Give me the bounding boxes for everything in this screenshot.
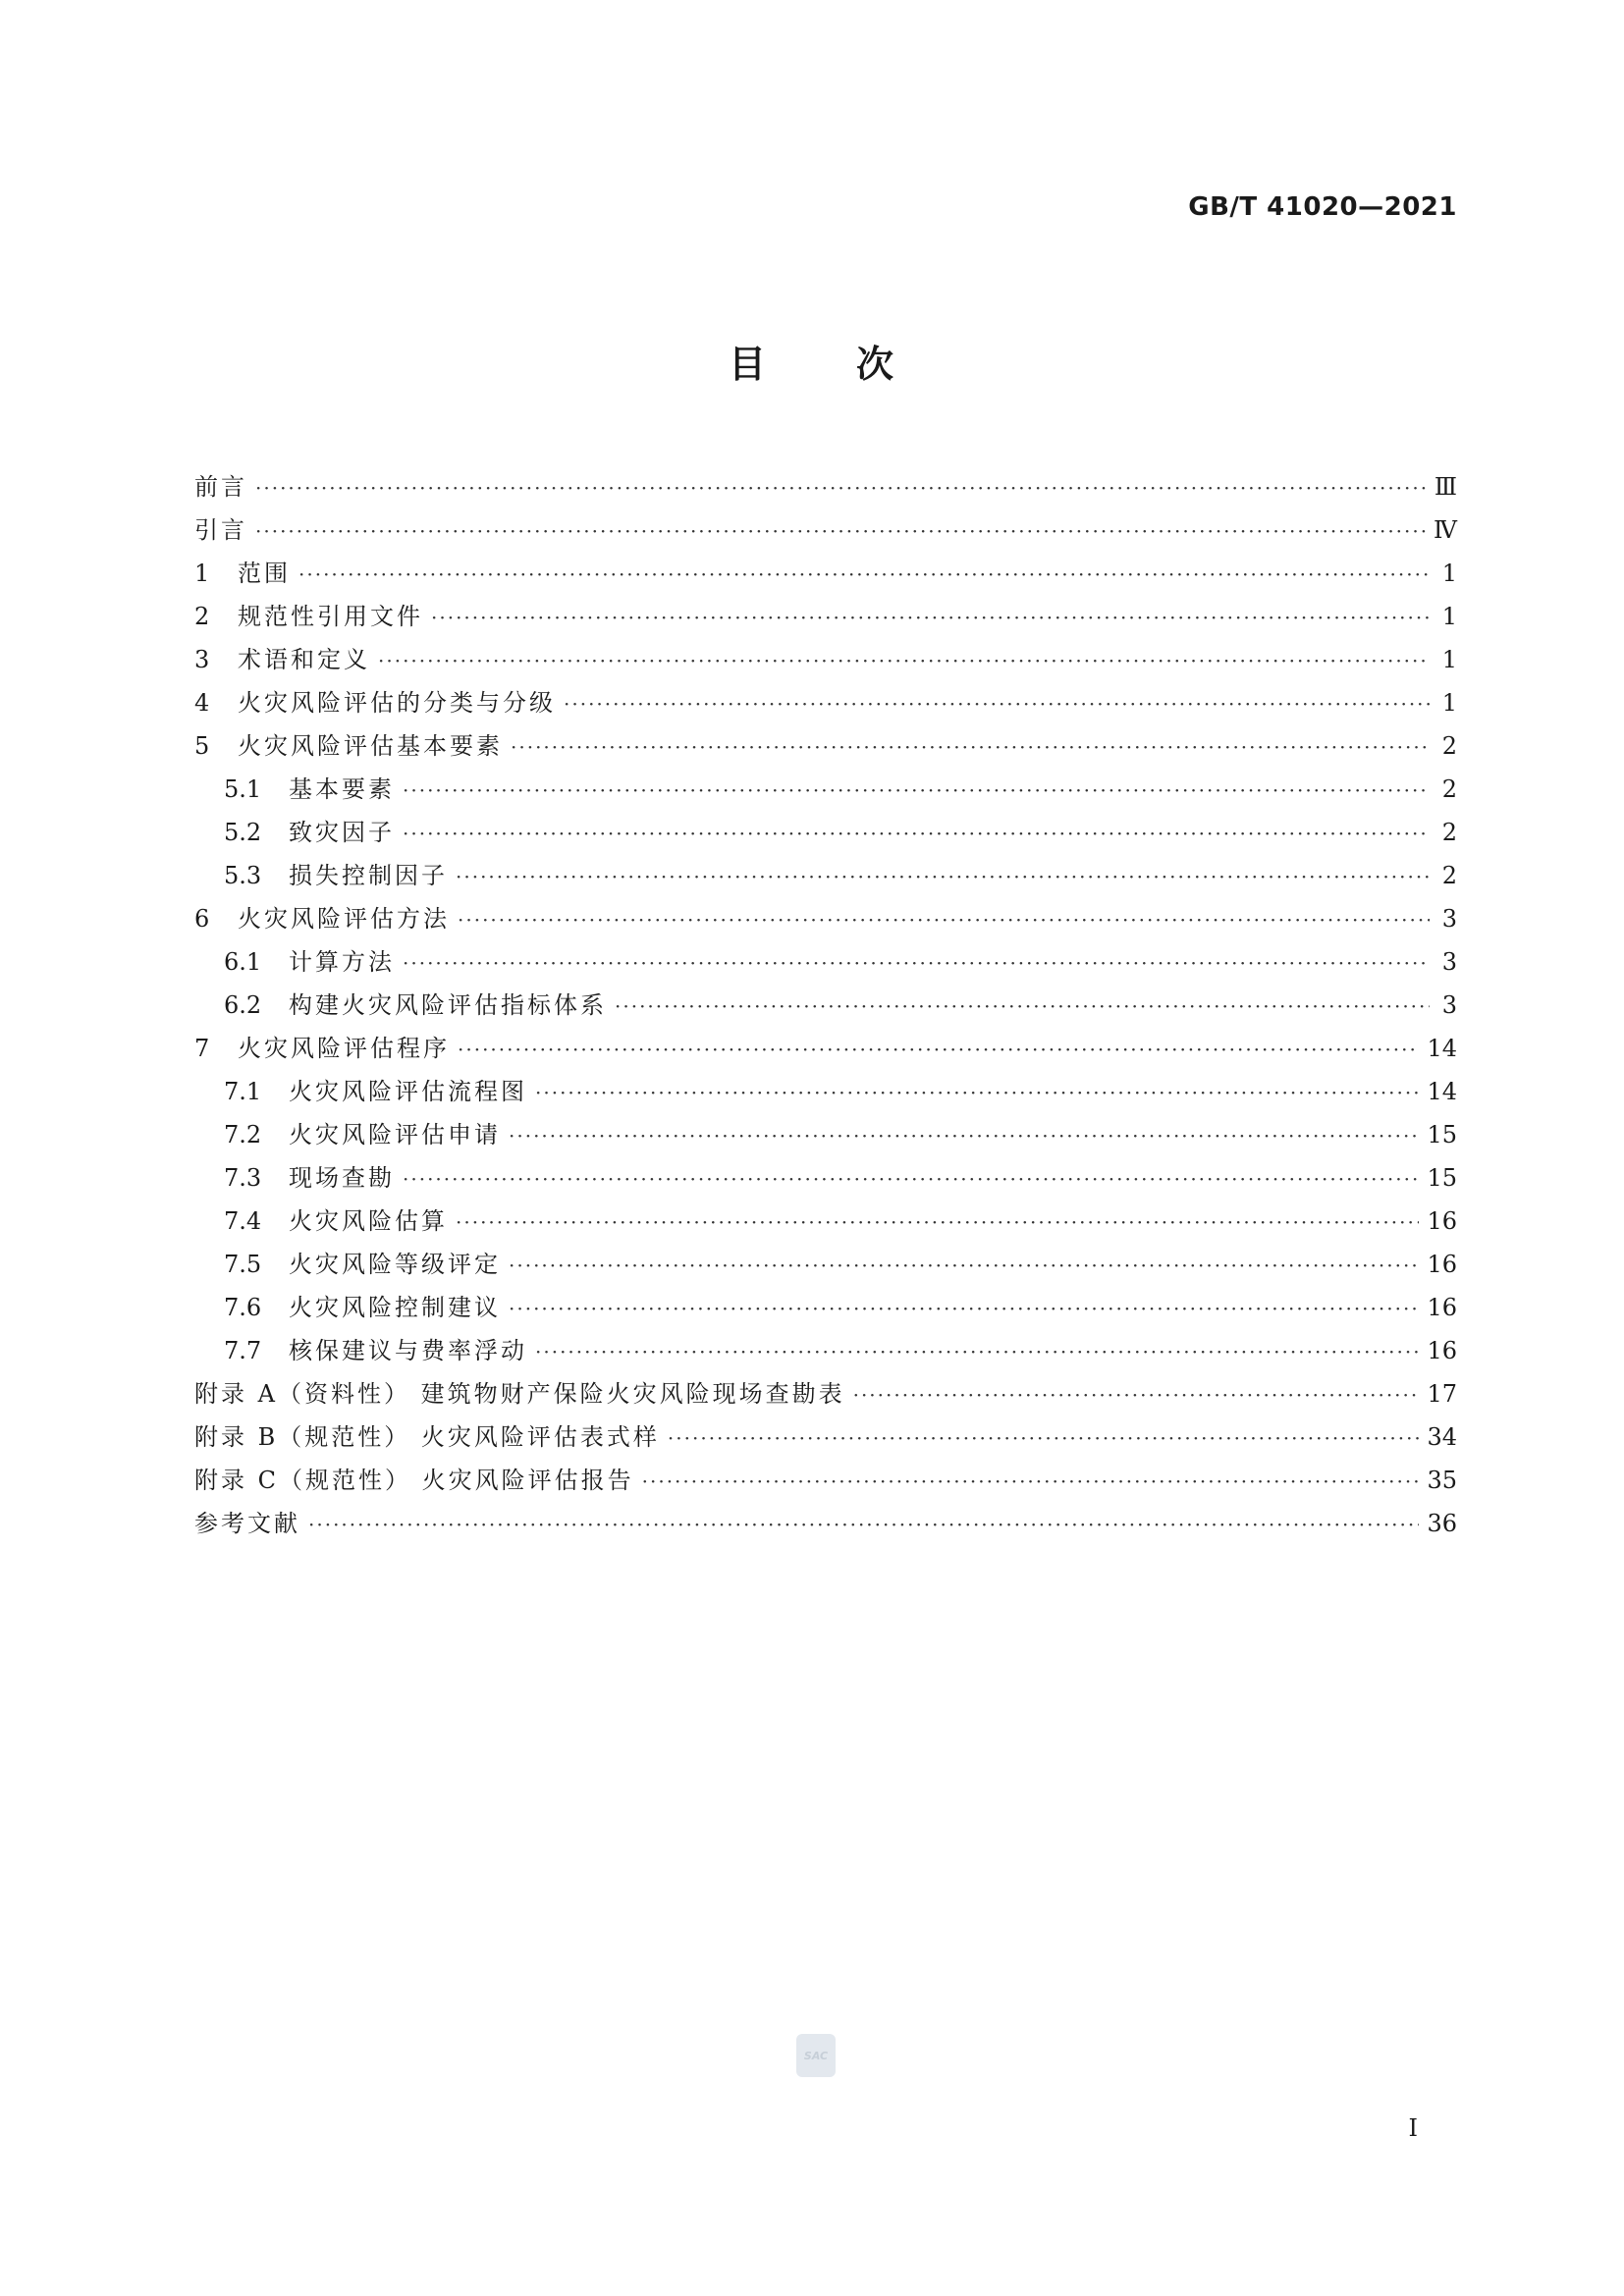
toc-entry-label: 计算方法 (289, 948, 395, 976)
toc-entry[interactable] (194, 726, 1457, 770)
toc-entry[interactable] (194, 554, 1457, 597)
watermark-text: SAC (803, 2049, 829, 2062)
toc-entry-page: 2 (1441, 862, 1457, 889)
toc-leader-dots (456, 1210, 1419, 1234)
toc-entry-label: 范围 (238, 560, 291, 587)
toc-entry[interactable] (194, 1504, 1457, 1547)
toc-entry-number: 6 (194, 905, 210, 933)
toc-entry[interactable] (194, 1331, 1457, 1374)
toc-entry-label: 术语和定义 (238, 646, 370, 673)
toc-leader-dots (535, 1340, 1419, 1363)
toc-entry-label: 核保建议与费率浮动 (289, 1337, 527, 1364)
toc-entry-label: 参考文献 (194, 1510, 300, 1537)
toc-leader-dots (403, 951, 1430, 975)
title-part-2: 次 (856, 343, 896, 386)
toc-entry-number: 7.4 (224, 1207, 262, 1235)
toc-entry-page: 16 (1427, 1337, 1457, 1364)
toc-entry-number: 7.3 (224, 1164, 262, 1192)
table-of-contents (194, 467, 1457, 1547)
toc-entry-label: 引言 (194, 516, 247, 544)
toc-entry-number: 7.6 (224, 1294, 262, 1321)
toc-entry[interactable] (194, 1461, 1457, 1504)
toc-entry-label: 火灾风险评估基本要素 (238, 732, 503, 760)
toc-entry-number: 2 (194, 603, 210, 630)
toc-leader-dots (403, 1167, 1419, 1191)
toc-entry[interactable] (194, 899, 1457, 942)
toc-entry-label: 致灾因子 (289, 819, 395, 846)
toc-entry-page: 16 (1427, 1207, 1457, 1235)
toc-entry-label: 火灾风险评估申请 (289, 1121, 501, 1148)
toc-leader-dots (255, 519, 1426, 543)
toc-leader-dots (509, 1254, 1419, 1277)
toc-entry-label: 附录 A（资料性） 建筑物财产保险火灾风险现场查勘表 (194, 1380, 845, 1408)
toc-entry-number: 6.2 (224, 991, 262, 1019)
toc-leader-dots (403, 778, 1430, 802)
toc-entry[interactable] (194, 640, 1457, 683)
toc-leader-dots (255, 476, 1427, 500)
toc-leader-dots (511, 735, 1430, 759)
toc-entry-label: 规范性引用文件 (238, 603, 423, 630)
toc-entry[interactable] (194, 942, 1457, 986)
toc-leader-dots (535, 1081, 1419, 1104)
toc-entry-page: 2 (1441, 775, 1457, 803)
toc-entry[interactable] (194, 1201, 1457, 1245)
page-title (0, 334, 1624, 388)
toc-entry[interactable] (194, 1245, 1457, 1288)
toc-entry[interactable] (194, 683, 1457, 726)
toc-entry-page: 3 (1441, 905, 1457, 933)
toc-leader-dots (308, 1513, 1419, 1536)
toc-leader-dots (458, 908, 1430, 932)
toc-entry-page: 35 (1427, 1467, 1457, 1494)
toc-entry-number: 5.3 (224, 862, 262, 889)
toc-entry-number: 7 (194, 1035, 210, 1062)
toc-entry-page: 15 (1427, 1164, 1457, 1192)
toc-entry-number: 1 (194, 560, 210, 587)
toc-entry[interactable] (194, 856, 1457, 899)
toc-leader-dots (431, 606, 1430, 629)
toc-entry-page: 1 (1441, 603, 1457, 630)
toc-entry[interactable] (194, 1072, 1457, 1115)
toc-leader-dots (298, 562, 1430, 586)
toc-entry-page: 1 (1441, 689, 1457, 717)
toc-leader-dots (456, 865, 1430, 888)
page-number: I (1408, 2114, 1418, 2142)
toc-leader-dots (642, 1469, 1420, 1493)
toc-entry[interactable] (194, 986, 1457, 1029)
toc-entry-page: 3 (1441, 991, 1457, 1019)
toc-entry[interactable] (194, 597, 1457, 640)
toc-leader-dots (668, 1426, 1420, 1450)
toc-entry-page: 15 (1427, 1121, 1457, 1148)
toc-leader-dots (509, 1124, 1419, 1148)
toc-leader-dots (403, 822, 1430, 845)
standard-code: GB/T 41020—2021 (1188, 192, 1457, 222)
toc-entry[interactable] (194, 813, 1457, 856)
toc-entry[interactable] (194, 1158, 1457, 1201)
toc-entry[interactable] (194, 1288, 1457, 1331)
toc-entry[interactable] (194, 1029, 1457, 1072)
toc-entry-page: 2 (1441, 732, 1457, 760)
toc-entry-label: 火灾风险评估流程图 (289, 1078, 527, 1105)
toc-entry-page: 16 (1427, 1251, 1457, 1278)
title-part-1: 目 (728, 343, 768, 386)
toc-entry[interactable] (194, 467, 1457, 510)
toc-leader-dots (564, 692, 1430, 716)
toc-leader-dots (378, 649, 1430, 672)
toc-entry-number: 3 (194, 646, 210, 673)
toc-entry-page: 16 (1427, 1294, 1457, 1321)
toc-entry-number: 5.1 (224, 775, 262, 803)
toc-entry-label: 火灾风险控制建议 (289, 1294, 501, 1321)
toc-entry-page: 14 (1427, 1078, 1457, 1105)
toc-entry-number: 6.1 (224, 948, 262, 976)
toc-entry-label: 前言 (194, 473, 247, 501)
toc-entry-page: 3 (1441, 948, 1457, 976)
toc-entry[interactable] (194, 1417, 1457, 1461)
toc-entry-page: 34 (1427, 1423, 1457, 1451)
toc-entry-number: 7.7 (224, 1337, 262, 1364)
toc-entry-page: 17 (1427, 1380, 1457, 1408)
toc-entry-label: 火灾风险评估程序 (238, 1035, 450, 1062)
toc-entry-label: 构建火灾风险评估指标体系 (289, 991, 607, 1019)
toc-entry-page: 1 (1441, 560, 1457, 587)
toc-entry-page: 2 (1441, 819, 1457, 846)
toc-entry-label: 火灾风险评估方法 (238, 905, 450, 933)
toc-entry[interactable] (194, 770, 1457, 813)
toc-entry-label: 基本要素 (289, 775, 395, 803)
toc-entry-label: 火灾风险等级评定 (289, 1251, 501, 1278)
toc-entry[interactable] (194, 510, 1457, 554)
toc-leader-dots (458, 1038, 1419, 1061)
toc-entry-number: 7.5 (224, 1251, 262, 1278)
toc-entry-label: 火灾风险评估的分类与分级 (238, 689, 556, 717)
toc-leader-dots (615, 994, 1430, 1018)
toc-entry-label: 附录 C（规范性） 火灾风险评估报告 (194, 1467, 634, 1494)
toc-entry[interactable] (194, 1115, 1457, 1158)
toc-entry-label: 现场查勘 (289, 1164, 395, 1192)
toc-entry-number: 5.2 (224, 819, 262, 846)
toc-entry-number: 7.2 (224, 1121, 262, 1148)
toc-entry-page: Ⅲ (1434, 473, 1457, 501)
toc-entry-page: 1 (1441, 646, 1457, 673)
toc-entry-label: 火灾风险估算 (289, 1207, 448, 1235)
toc-entry-page: Ⅳ (1434, 516, 1457, 544)
toc-entry-page: 36 (1427, 1510, 1457, 1537)
toc-entry-label: 附录 B（规范性） 火灾风险评估表式样 (194, 1423, 660, 1451)
toc-entry-label: 损失控制因子 (289, 862, 448, 889)
toc-leader-dots (853, 1383, 1420, 1407)
toc-entry-number: 4 (194, 689, 210, 717)
toc-entry[interactable] (194, 1374, 1457, 1417)
toc-entry-number: 5 (194, 732, 210, 760)
toc-entry-page: 14 (1427, 1035, 1457, 1062)
toc-entry-number: 7.1 (224, 1078, 262, 1105)
toc-leader-dots (509, 1297, 1419, 1320)
sac-logo-icon (796, 2034, 836, 2077)
